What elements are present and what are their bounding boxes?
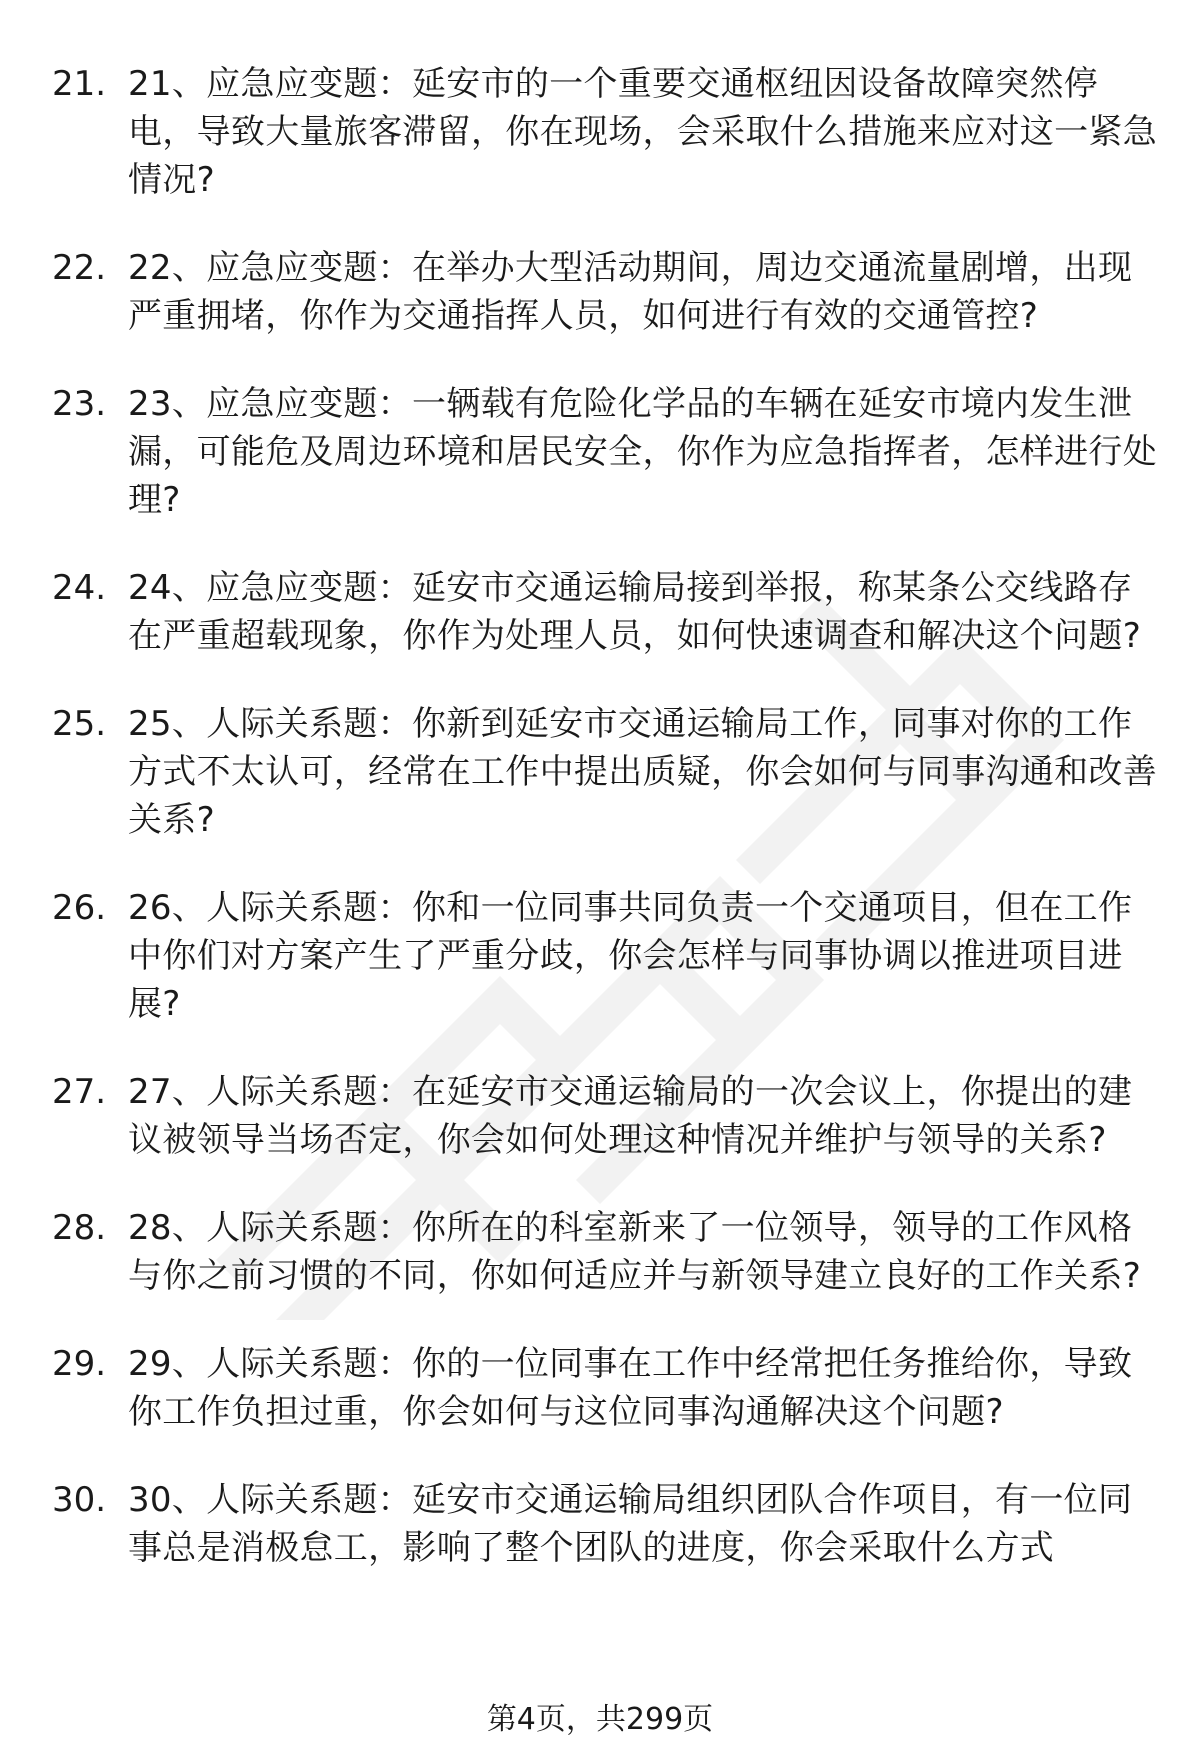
list-item xyxy=(52,1068,1157,1164)
question-text: 21、应急应变题：延安市的一个重要交通枢纽因设备故障突然停电，导致大量旅客滞留，你在现场，会采取什么措施来应对这一紧急情况? xyxy=(128,64,1157,200)
question-text: 23、应急应变题：一辆载有危险化学品的车辆在延安市境内发生泄漏，可能危及周边环境和居民安全，你作为应急指挥者，怎样进行处理? xyxy=(128,384,1157,520)
question-number: 22. xyxy=(52,248,107,288)
page-number: 第4页，共299页 xyxy=(486,1702,714,1737)
question-number: 23. xyxy=(52,384,107,424)
question-text: 29、人际关系题：你的一位同事在工作中经常把任务推给你，导致你工作负担过重，你会如何与这位同事沟通解决这个问题? xyxy=(128,1344,1133,1432)
question-text: 27、人际关系题：在延安市交通运输局的一次会议上，你提出的建议被领导当场否定，你会如何处理这种情况并维护与领导的关系? xyxy=(128,1072,1133,1160)
question-number: 28. xyxy=(52,1208,107,1248)
question-text: 25、人际关系题：你新到延安市交通运输局工作，同事对你的工作方式不太认可，经常在工作中提出质疑，你会如何与同事沟通和改善关系? xyxy=(128,704,1157,840)
question-number: 25. xyxy=(52,704,107,744)
question-number: 27. xyxy=(52,1072,107,1112)
question-number: 21. xyxy=(52,64,107,104)
question-number: 26. xyxy=(52,888,107,928)
list-item xyxy=(52,244,1157,340)
question-number: 24. xyxy=(52,568,107,608)
list-item xyxy=(52,564,1157,660)
list-item xyxy=(52,1204,1157,1300)
list-item xyxy=(52,1340,1157,1436)
question-text: 22、应急应变题：在举办大型活动期间，周边交通流量剧增，出现严重拥堵，你作为交通指挥人员，如何进行有效的交通管控? xyxy=(128,248,1133,336)
question-number: 29. xyxy=(52,1344,107,1384)
question-list xyxy=(52,60,1157,1612)
question-text: 30、人际关系题：延安市交通运输局组织团队合作项目，有一位同事总是消极怠工，影响了整个团队的进度，你会采取什么方式 xyxy=(128,1480,1133,1568)
list-item xyxy=(52,1476,1157,1572)
question-number: 30. xyxy=(52,1480,107,1520)
list-item xyxy=(52,700,1157,844)
list-item xyxy=(52,60,1157,204)
list-item xyxy=(52,884,1157,1028)
question-text: 28、人际关系题：你所在的科室新来了一位领导，领导的工作风格与你之前习惯的不同，你如何适应并与新领导建立良好的工作关系? xyxy=(128,1208,1142,1296)
question-text: 26、人际关系题：你和一位同事共同负责一个交通项目，但在工作中你们对方案产生了严重分歧，你会怎样与同事协调以推进项目进展? xyxy=(128,888,1133,1024)
list-item xyxy=(52,380,1157,524)
question-text: 24、应急应变题：延安市交通运输局接到举报，称某条公交线路存在严重超载现象，你作为处理人员，如何快速调查和解决这个问题? xyxy=(128,568,1142,656)
